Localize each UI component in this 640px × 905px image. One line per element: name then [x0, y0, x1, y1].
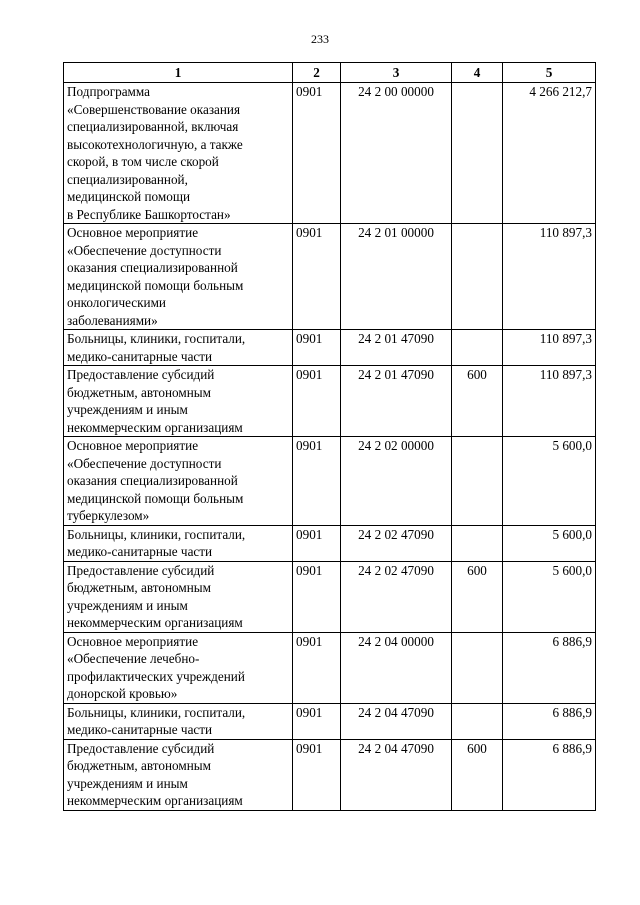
row-name: Предоставление субсидий бюджетным, автономным учреждениям и иным некоммерческим организациям — [64, 561, 293, 632]
row-section-code: 0901 — [293, 561, 341, 632]
row-type-code — [452, 632, 503, 703]
table-row — [64, 632, 596, 703]
row-name: Больницы, клиники, госпитали, медико-санитарные части — [64, 525, 293, 561]
row-section-code: 0901 — [293, 330, 341, 366]
table-row — [64, 703, 596, 739]
row-type-code — [452, 83, 503, 224]
row-section-code: 0901 — [293, 83, 341, 224]
row-type-code: 600 — [452, 366, 503, 437]
row-target-code: 24 2 02 47090 — [341, 561, 452, 632]
row-target-code: 24 2 04 00000 — [341, 632, 452, 703]
table-header-row — [64, 63, 596, 83]
row-target-code: 24 2 04 47090 — [341, 703, 452, 739]
row-section-code: 0901 — [293, 224, 341, 330]
page-number: 233 — [311, 32, 329, 46]
row-amount: 5 600,0 — [503, 525, 596, 561]
row-amount: 110 897,3 — [503, 224, 596, 330]
row-section-code: 0901 — [293, 632, 341, 703]
row-type-code — [452, 703, 503, 739]
table-row — [64, 366, 596, 437]
row-target-code: 24 2 01 00000 — [341, 224, 452, 330]
row-amount: 4 266 212,7 — [503, 83, 596, 224]
column-header-4: 4 — [452, 63, 503, 83]
row-amount: 6 886,9 — [503, 739, 596, 810]
table-row — [64, 224, 596, 330]
row-name: Основное мероприятие «Обеспечение доступности оказания специализированной медицинской помощи больным онкологическими заболеваниями» — [64, 224, 293, 330]
row-amount: 5 600,0 — [503, 561, 596, 632]
row-section-code: 0901 — [293, 739, 341, 810]
row-name: Подпрограмма «Совершенствование оказания специализированной, включая высокотехнологичную, а также скорой, в том числе скорой специализированной, медицинской помощи в Республике Башкортостан» — [64, 83, 293, 224]
row-amount: 5 600,0 — [503, 437, 596, 526]
table-row — [64, 437, 596, 526]
row-type-code — [452, 437, 503, 526]
row-section-code: 0901 — [293, 525, 341, 561]
row-type-code — [452, 525, 503, 561]
row-section-code: 0901 — [293, 366, 341, 437]
row-section-code: 0901 — [293, 437, 341, 526]
row-name: Предоставление субсидий бюджетным, автономным учреждениям и иным некоммерческим организациям — [64, 366, 293, 437]
row-name: Основное мероприятие «Обеспечение лечебно- профилактических учреждений донорской кровью» — [64, 632, 293, 703]
row-target-code: 24 2 02 00000 — [341, 437, 452, 526]
row-amount: 110 897,3 — [503, 366, 596, 437]
row-target-code: 24 2 02 47090 — [341, 525, 452, 561]
row-target-code: 24 2 01 47090 — [341, 330, 452, 366]
row-section-code: 0901 — [293, 703, 341, 739]
row-amount: 110 897,3 — [503, 330, 596, 366]
row-amount: 6 886,9 — [503, 703, 596, 739]
row-name: Больницы, клиники, госпитали, медико-санитарные части — [64, 703, 293, 739]
table-row — [64, 739, 596, 810]
column-header-2: 2 — [293, 63, 341, 83]
column-header-3: 3 — [341, 63, 452, 83]
row-name: Основное мероприятие «Обеспечение доступности оказания специализированной медицинской помощи больным туберкулезом» — [64, 437, 293, 526]
column-header-1: 1 — [64, 63, 293, 83]
row-target-code: 24 2 04 47090 — [341, 739, 452, 810]
row-amount: 6 886,9 — [503, 632, 596, 703]
column-header-5: 5 — [503, 63, 596, 83]
row-type-code — [452, 224, 503, 330]
table-row — [64, 330, 596, 366]
table-row — [64, 561, 596, 632]
table-row — [64, 525, 596, 561]
budget-table — [63, 62, 596, 811]
row-target-code: 24 2 00 00000 — [341, 83, 452, 224]
row-type-code: 600 — [452, 739, 503, 810]
row-target-code: 24 2 01 47090 — [341, 366, 452, 437]
row-type-code: 600 — [452, 561, 503, 632]
row-name: Больницы, клиники, госпитали, медико-санитарные части — [64, 330, 293, 366]
row-name: Предоставление субсидий бюджетным, автономным учреждениям и иным некоммерческим организациям — [64, 739, 293, 810]
row-type-code — [452, 330, 503, 366]
table-row — [64, 83, 596, 224]
